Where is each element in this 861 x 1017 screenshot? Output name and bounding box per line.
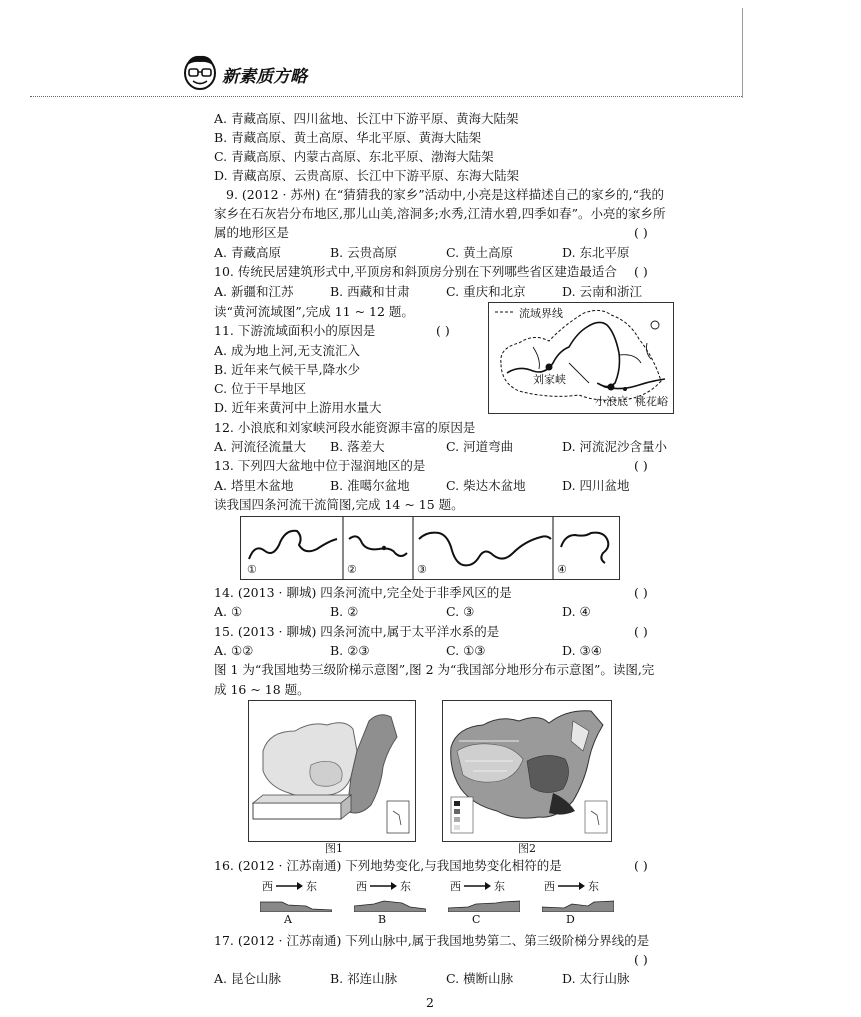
china-landform-drawing	[443, 701, 611, 841]
q14-option-b: B. ②	[330, 604, 359, 619]
china-three-steps-drawing	[249, 701, 415, 841]
q8-option-a: A. 青藏高原、四川盆地、长江中下游平原、黄海大陆架	[214, 111, 519, 126]
q15-option-b: B. ②③	[330, 643, 370, 658]
arrow-right-icon	[370, 881, 398, 891]
q8-option-d: D. 青藏高原、云贵高原、长江中下游平原、东海大陆架	[214, 168, 520, 183]
q14-option-d: D. ④	[562, 604, 591, 619]
q17-option-c: C. 横断山脉	[446, 971, 514, 986]
river-panel-label-4: ④	[557, 563, 567, 576]
mascot-face-icon	[180, 52, 220, 92]
q13-text: 13. 下列四大盆地中位于湿润地区的是	[214, 458, 426, 473]
figure-1-terrain-steps-map	[248, 700, 416, 842]
q17-text: 17. (2012 · 江苏南通) 下列山脉中,属于我国地势第二、第三级阶梯分界线的是	[214, 933, 650, 948]
q12-option-c: C. 河道弯曲	[446, 439, 514, 454]
q10-option-a: A. 新疆和江苏	[214, 284, 294, 299]
figure-2-landform-map	[442, 700, 612, 842]
profile-a-west-label: 西	[262, 880, 273, 893]
q14-option-a: A. ①	[214, 604, 243, 619]
profile-c-east-label: 东	[494, 880, 505, 893]
header-right-rule	[742, 8, 743, 98]
intro-16-18-line1: 图 1 为“我国地势三级阶梯示意图”,图 2 为“我国部分地形分布示意图”。读图,完	[214, 662, 655, 677]
brand-name: 新素质方略	[222, 67, 307, 87]
profile-b-west-label: 西	[356, 880, 367, 893]
profile-b	[350, 876, 430, 926]
arrow-right-icon	[276, 881, 304, 891]
intro-16-18-line2: 成 16 ~ 18 题。	[214, 682, 310, 697]
q11-text: 11. 下游流域面积小的原因是	[214, 323, 376, 338]
q10-answer-paren: ( )	[634, 264, 648, 279]
q15-option-a: A. ①②	[214, 643, 254, 658]
profile-d	[538, 876, 618, 926]
q17-option-b: B. 祁连山脉	[330, 971, 398, 986]
header-divider	[30, 96, 742, 97]
brand-logo	[180, 52, 350, 92]
q15-text: 15. (2013 · 聊城) 四条河流中,属于太平洋水系的是	[214, 624, 500, 639]
q13-option-b: B. 准噶尔盆地	[330, 478, 410, 493]
profile-a-letter: A	[284, 913, 292, 926]
map-legend-basin-boundary: 流域界线	[519, 307, 563, 320]
profile-a-terrain	[260, 898, 332, 912]
q11-option-c: C. 位于干旱地区	[214, 381, 307, 396]
profile-a	[256, 876, 336, 926]
q17-answer-paren: ( )	[634, 952, 648, 967]
q10-option-c: C. 重庆和北京	[446, 284, 526, 299]
q15-answer-paren: ( )	[634, 624, 648, 639]
q9-option-d: D. 东北平原	[562, 245, 630, 260]
q17-option-a: A. 昆仑山脉	[214, 971, 281, 986]
q13-answer-paren: ( )	[634, 458, 648, 473]
profile-c-west-label: 西	[450, 880, 461, 893]
profile-d-east-label: 东	[588, 880, 599, 893]
q12-option-a: A. 河流径流量大	[214, 439, 306, 454]
q14-option-c: C. ③	[446, 604, 475, 619]
q12-text: 12. 小浪底和刘家峡河段水能资源丰富的原因是	[214, 420, 476, 435]
profile-a-east-label: 东	[306, 880, 317, 893]
q11-option-d: D. 近年来黄河中上游用水量大	[214, 400, 382, 415]
profile-d-letter: D	[566, 913, 575, 926]
river-panel-label-3: ③	[417, 563, 427, 576]
arrow-right-icon	[464, 881, 492, 891]
intro-11-12: 读“黄河流域图”,完成 11 ~ 12 题。	[214, 304, 414, 319]
q9-option-a: A. 青藏高原	[214, 245, 281, 260]
q9-option-c: C. 黄土高原	[446, 245, 514, 260]
profile-b-terrain	[354, 898, 426, 912]
q17-option-d: D. 太行山脉	[562, 971, 630, 986]
river-panel-label-1: ①	[247, 563, 257, 576]
intro-14-15: 读我国四条河流干流简图,完成 14 ~ 15 题。	[214, 497, 464, 512]
q8-option-b: B. 青藏高原、黄土高原、华北平原、黄海大陆架	[214, 130, 482, 145]
q11-option-a: A. 成为地上河,无支流汇入	[214, 343, 360, 358]
q16-text: 16. (2012 · 江苏南通) 下列地势变化,与我国地势变化相符的是	[214, 858, 562, 873]
page-number: 2	[426, 995, 434, 1010]
q16-profiles	[256, 876, 616, 926]
q9-text-line2: 家乡在石灰岩分布地区,那儿山美,溶洞多;水秀,江清水碧,四季如春”。小亮的家乡所	[214, 206, 666, 221]
q15-option-c: C. ①③	[446, 643, 486, 658]
q15-option-d: D. ③④	[562, 643, 602, 658]
q12-option-b: B. 落差大	[330, 439, 385, 454]
river-panel-label-2: ②	[347, 563, 357, 576]
figure-2-caption: 图2	[518, 842, 536, 855]
q9-answer-paren: ( )	[634, 225, 648, 240]
q14-answer-paren: ( )	[634, 585, 648, 600]
profile-c	[444, 876, 524, 926]
river-panels	[240, 516, 620, 580]
profile-d-west-label: 西	[544, 880, 555, 893]
profile-b-letter: B	[378, 913, 387, 926]
q13-option-c: C. 柴达木盆地	[446, 478, 526, 493]
profile-b-east-label: 东	[400, 880, 411, 893]
q16-answer-paren: ( )	[634, 858, 648, 873]
q13-option-a: A. 塔里木盆地	[214, 478, 294, 493]
map-label-liujiaxia: 刘家峡	[533, 373, 566, 386]
map-label-xiaolangdi: 小浪底	[595, 395, 628, 408]
q10-text: 10. 传统民居建筑形式中,平顶房和斜顶房分别在下列哪些省区建造最适合	[214, 264, 617, 279]
profile-c-letter: C	[472, 913, 481, 926]
q9-text-line1: 9. (2012 · 苏州) 在“猜猜我的家乡”活动中,小亮是这样描述自己的家乡的,“我的	[226, 187, 664, 202]
q14-text: 14. (2013 · 聊城) 四条河流中,完全处于非季风区的是	[214, 585, 512, 600]
yellow-river-map	[488, 302, 674, 414]
q9-option-b: B. 云贵高原	[330, 245, 398, 260]
q13-option-d: D. 四川盆地	[562, 478, 630, 493]
q8-option-c: C. 青藏高原、内蒙古高原、东北平原、渤海大陆架	[214, 149, 494, 164]
q10-option-d: D. 云南和浙江	[562, 284, 643, 299]
figure-1-caption: 图1	[325, 842, 343, 855]
q9-text-line3: 属的地形区是	[214, 225, 290, 240]
profile-d-terrain	[542, 898, 614, 912]
profile-c-terrain	[448, 898, 520, 912]
map-label-taohuayu: 桃花峪	[635, 395, 668, 408]
q10-option-b: B. 西藏和甘肃	[330, 284, 410, 299]
q11-answer-paren: ( )	[436, 323, 450, 338]
arrow-right-icon	[558, 881, 586, 891]
q11-option-b: B. 近年来气候干旱,降水少	[214, 362, 361, 377]
q12-option-d: D. 河流泥沙含量小	[562, 439, 668, 454]
